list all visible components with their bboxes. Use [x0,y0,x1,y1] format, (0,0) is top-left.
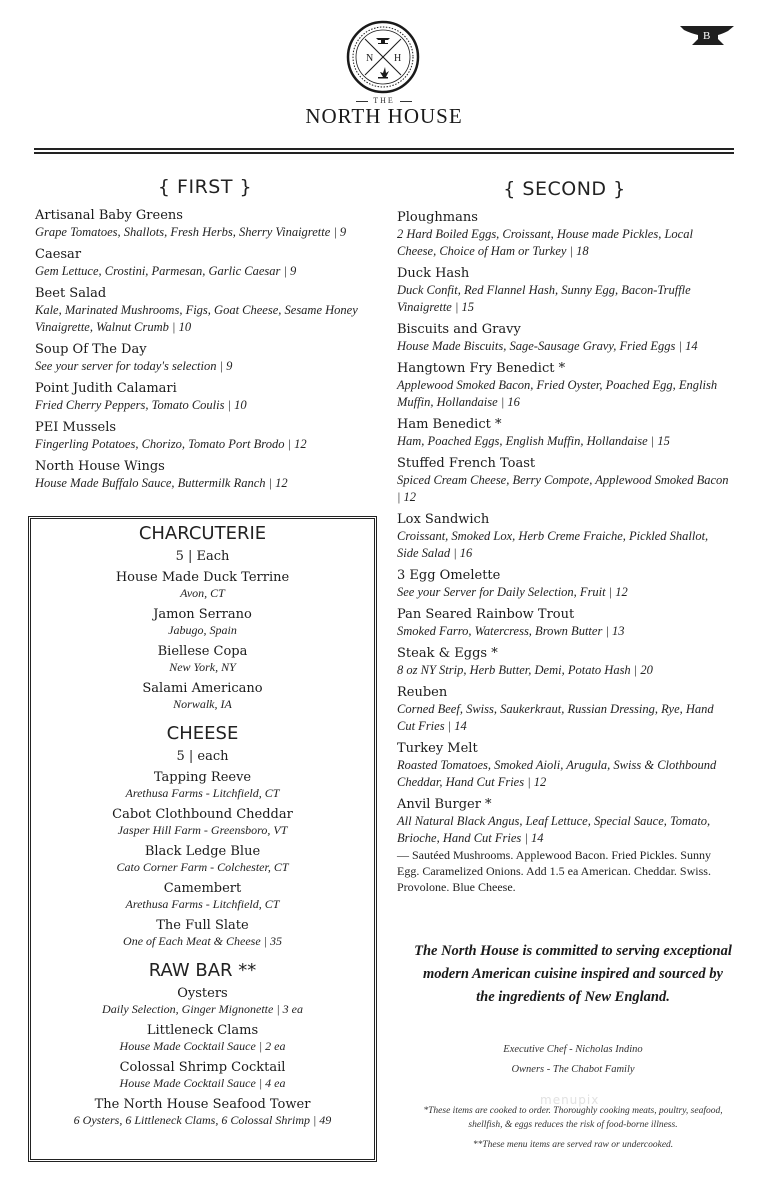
section-title-cheese: CHEESE [166,723,239,744]
menu-item: Beet Salad Kale, Marinated Mushrooms, Figs, Goat Cheese, Sesame Honey Vinaigrette, Walnut Crumb | 10 [35,286,358,334]
svg-text:B: B [703,30,711,42]
cheese-item: Tapping Reeve Arethusa Farms - Litchfield, CT [125,770,280,800]
watermark: menupix [540,1093,600,1107]
menu-item: Ham Benedict * Ham, Poached Eggs, English Muffin, Hollandaise | 15 [397,417,670,448]
executive-chef: Executive Chef - Nicholas Indino [503,1044,643,1055]
cheese-price: 5 | each [176,749,229,764]
north-house-emblem-icon [346,20,420,94]
disclaimer-cooked: *These items are cooked to order. Thoroughly cooking meats, poultry, seafood, shellfish, & eggs reduces the risk of food-borne illness. [423,1106,723,1130]
cheese-item: Cabot Clothbound Cheddar Jasper Hill Farm - Greensboro, VT [112,807,293,837]
menu-item: Biscuits and Gravy House Made Biscuits, Sage-Sausage Gravy, Fried Eggs | 14 [397,322,698,353]
disclaimer-raw: **These menu items are served raw or undercooked. [472,1140,674,1150]
raw-bar-item: Oysters Daily Selection, Ginger Mignonette | 3 ea [102,986,303,1016]
menu-item: Caesar Gem Lettuce, Crostini, Parmesan, Garlic Caesar | 9 [35,247,297,278]
menu-item: Hangtown Fry Benedict * Applewood Smoked Bacon, Fried Oyster, Poached Egg, English Muffin, Hollandaise | 16 [397,361,718,409]
brand-name: NORTH HOUSE [305,104,463,128]
menu-item: Duck Hash Duck Confit, Red Flannel Hash, Sunny Egg, Bacon-Truffle Vinaigrette | 15 [397,266,691,314]
cheese-item: Camembert Arethusa Farms - Litchfield, CT [125,881,280,911]
menu-item: North House Wings House Made Buffalo Sauce, Buttermilk Ranch | 12 [35,459,288,490]
menu-item: Lox Sandwich Croissant, Smoked Lox, Herb Creme Fraiche, Pickled Shallot, Side Salad | 16 [397,512,709,560]
mission-statement: The North House is committed to serving exceptional modern American cuisine inspired and sourced by the ingredients of New England. [414,943,732,1005]
menu-item: Ploughmans 2 Hard Boiled Eggs, Croissant, House made Pickles, Local Cheese, Choice of Ham or Turkey | 18 [397,210,693,258]
menu-item: Stuffed French Toast Spiced Cream Cheese, Berry Compote, Applewood Smoked Bacon | 12 [397,456,729,504]
raw-bar-item: Colossal Shrimp Cocktail House Made Cocktail Sauce | 4 ea [119,1060,286,1090]
menu-item: Anvil Burger * All Natural Black Angus, Leaf Lettuce, Special Sauce, Tomato, Brioche, Hand Cut Fries | 14 — Sautéed Mushrooms. Applewood Bacon. Fried Pickles. Sunny Egg. Caramelized Onions. Add 1.5 ea American. Cheddar. Swiss. Provolone. Blue Cheese. [397,797,732,895]
menu-item: Point Judith Calamari Fried Cherry Peppers, Tomato Coulis | 10 [35,381,247,412]
cheese-item: The Full Slate One of Each Meat & Cheese | 35 [123,918,282,948]
menu-item: Steak & Eggs * 8 oz NY Strip, Herb Butter, Demi, Potato Hash | 20 [397,646,653,677]
charcuterie-item: Jamon Serrano Jabugo, Spain [153,607,252,637]
svg-text:N: N [366,53,374,64]
charcuterie-price: 5 | Each [175,549,230,564]
menu-item: PEI Mussels Fingerling Potatoes, Chorizo, Tomato Port Brodo | 12 [35,420,307,451]
header-divider [34,148,734,154]
owners: Owners - The Chabot Family [511,1064,635,1075]
raw-bar-item: Littleneck Clams House Made Cocktail Sauce | 2 ea [119,1023,286,1053]
menu-item: Artisanal Baby Greens Grape Tomatoes, Shallots, Fresh Herbs, Sherry Vinaigrette | 9 [35,208,347,239]
menu-item: Turkey Melt Roasted Tomatoes, Smoked Aioli, Arugula, Swiss & Clothbound Cheddar, Hand Cut Fries | 12 [397,741,717,789]
anvil-badge-icon [680,24,734,48]
brand-the: THE [0,96,768,105]
section-title-charcuterie: CHARCUTERIE [138,523,267,544]
section-title-raw-bar: RAW BAR ** [148,960,257,981]
svg-text:H: H [394,53,402,64]
section-title-second: { SECOND } [503,178,626,200]
section-title-first: { FIRST } [157,176,253,198]
cheese-item: Black Ledge Blue Cato Corner Farm - Colchester, CT [116,844,289,874]
raw-bar-item: The North House Seafood Tower 6 Oysters, 6 Littleneck Clams, 6 Colossal Shrimp | 49 [73,1097,332,1127]
menu-item: Soup Of The Day See your server for today's selection | 9 [35,342,233,373]
charcuterie-cheese-rawbar-box [28,516,377,1162]
logo-header [0,0,768,130]
charcuterie-item: Salami Americano Norwalk, IA [142,681,263,711]
first-course-list [35,208,375,498]
menu-item: Pan Seared Rainbow Trout Smoked Farro, Watercress, Brown Butter | 13 [397,607,625,638]
menu-item: 3 Egg Omelette See your Server for Daily Selection, Fruit | 12 [397,568,628,599]
menu-item: Reuben Corned Beef, Swiss, Saukerkraut, Russian Dressing, Rye, Hand Cut Fries | 14 [397,685,714,733]
charcuterie-item: House Made Duck Terrine Avon, CT [115,570,290,600]
charcuterie-item: Biellese Copa New York, NY [157,644,248,674]
second-course-list [397,210,732,901]
burger-addons: — Sautéed Mushrooms. Applewood Bacon. Fried Pickles. Sunny Egg. Caramelized Onions. Add 1.5 ea American. Cheddar. Swiss. Provolone. Blue Cheese. [397,848,711,894]
